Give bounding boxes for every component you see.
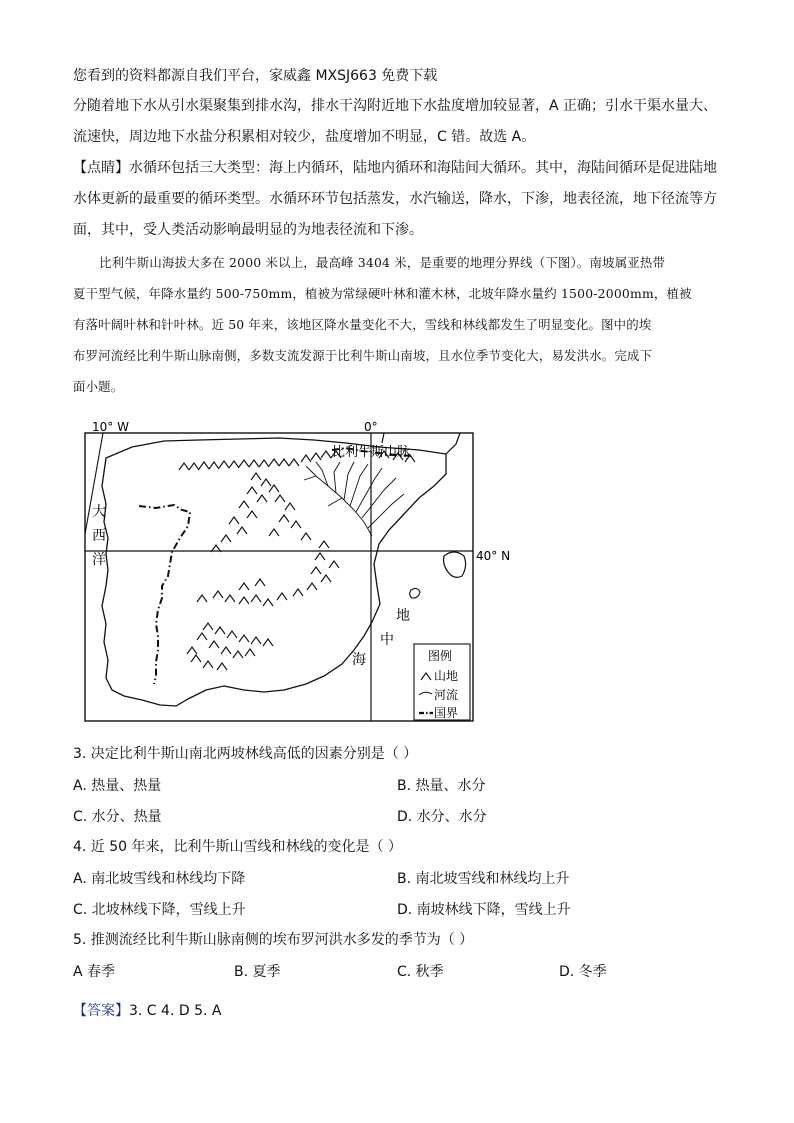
iberia-map bbox=[84, 414, 520, 726]
passage-line-2: 夏干型气候，年降水量约 500-750mm，植被为常绿硬叶林和灌木林，北坡年降水量约 1500-2000mm，植被 bbox=[73, 286, 692, 301]
answer-label: 【答案】 bbox=[73, 1003, 129, 1019]
lon-0-label: 0° bbox=[364, 420, 378, 434]
tip-line-1 bbox=[73, 158, 717, 178]
q4-option-a: A. 南北坡雪线和林线均下降 bbox=[73, 871, 246, 887]
q5-option-c: C. 秋季 bbox=[397, 964, 444, 980]
ocean-char-2: 西 bbox=[92, 528, 106, 544]
passage-line-1: 比利牛斯山海拔大多在 2000 米以上，最高峰 3404 米，是重要的地理分界线（下图）。南坡属亚热带 bbox=[99, 255, 666, 270]
passage-line-4: 布罗河流经比利牛斯山脉南侧，多数支流发源于比利牛斯山南坡，且水位季节变化大，易发洪水。完成下 bbox=[73, 348, 653, 363]
coastline bbox=[102, 438, 446, 706]
tip-label: 【点睛】 bbox=[73, 160, 129, 176]
balearic-island bbox=[444, 552, 466, 577]
answer-text: 3. C 4. D 5. A bbox=[129, 1003, 222, 1019]
explanation-line-2: 流速快，周边地下水盐分积累相对较少，盐度增加不明显，C 错。故选 A。 bbox=[73, 129, 536, 145]
small-island bbox=[410, 588, 420, 598]
legend-border-label: 国界 bbox=[434, 706, 459, 720]
q4-option-b: B. 南北坡雪线和林线均上升 bbox=[397, 871, 570, 887]
q3-option-c: C. 水分、热量 bbox=[73, 809, 162, 825]
explanation-line-1: 分随着地下水从引水渠聚集到排水沟，排水干沟附近地下水盐度增加较显著，A 正确；引水干渠水量大、 bbox=[73, 98, 718, 114]
sea-char-1: 地 bbox=[396, 608, 410, 624]
sea-char-3: 海 bbox=[352, 652, 366, 668]
map-legend bbox=[414, 644, 470, 720]
header-notice: 您看到的资料都源自我们平台，家威鑫 MXSJ663 免费下载 bbox=[73, 68, 438, 84]
question-3-stem: 3. 决定比利牛斯山南北两坡林线高低的因素分别是（ ） bbox=[73, 746, 418, 762]
q3-option-b: B. 热量、水分 bbox=[397, 778, 486, 794]
q3-option-a: A. 热量、热量 bbox=[73, 778, 162, 794]
legend-mountain-label: 山地 bbox=[434, 669, 459, 683]
ebro-river-system bbox=[304, 462, 404, 536]
tip-text-1: 水循环包括三大类型：海上内循环，陆地内循环和海陆间大循环。其中，海陆间循环是促进陆地 bbox=[129, 160, 717, 176]
q5-option-d: D. 冬季 bbox=[559, 964, 607, 980]
lat-40n-label: 40° N bbox=[476, 549, 511, 563]
lon-10w-label: 10° W bbox=[92, 420, 129, 434]
pyrenees-label: 比利牛斯山脉 bbox=[332, 445, 411, 460]
legend-title: 图例 bbox=[428, 649, 453, 663]
q5-option-b: B. 夏季 bbox=[234, 964, 281, 980]
passage-line-5: 面小题。 bbox=[73, 379, 124, 394]
q4-option-c: C. 北坡林线下降，雪线上升 bbox=[73, 902, 246, 918]
sea-char-2: 中 bbox=[380, 632, 394, 648]
question-4-stem: 4. 近 50 年来，比利牛斯山雪线和林线的变化是（ ） bbox=[73, 839, 402, 855]
tip-line-2: 水体更新的最重要的循环类型。水循环环节包括蒸发，水汽输送，降水，下渗，地表径流，地下径流等方 bbox=[73, 191, 717, 207]
q4-option-d: D. 南坡林线下降，雪线上升 bbox=[397, 902, 571, 918]
question-5-stem: 5. 推测流经比利牛斯山脉南侧的埃布罗河洪水多发的季节为（ ） bbox=[73, 932, 474, 948]
passage-line-3: 有落叶阔叶林和针叶林。近 50 年来，该地区降水量变化不大，雪线和林线都发生了明显变化。图中的埃 bbox=[73, 317, 652, 332]
q5-option-a: A 春季 bbox=[73, 964, 116, 980]
answer-line bbox=[73, 1001, 221, 1021]
tip-line-3: 面，其中，受人类活动影响最明显的为地表径流和下渗。 bbox=[73, 222, 423, 238]
q3-option-d: D. 水分、水分 bbox=[397, 809, 487, 825]
legend-river-label: 河流 bbox=[434, 688, 459, 702]
ocean-char-3: 洋 bbox=[92, 552, 106, 568]
border-spain-portugal bbox=[139, 505, 190, 684]
ocean-char-1: 大 bbox=[92, 504, 106, 520]
